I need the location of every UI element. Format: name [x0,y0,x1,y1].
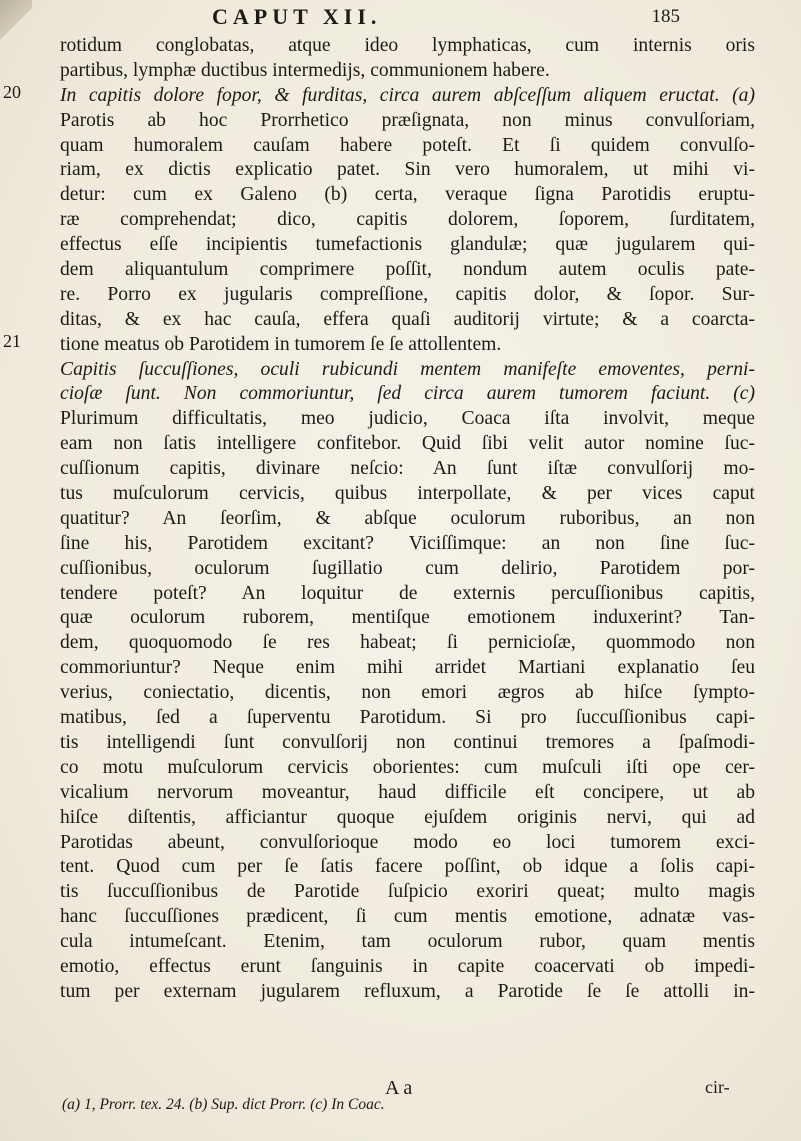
text-line: cula intumeſcant. Etenim, tam oculorum rubor, quam mentis [60,931,755,953]
text-line: quæ oculorum ruborem, mentiſque emotionem induxerint? Tan- [60,607,755,629]
page-corner-shadow [0,0,32,40]
text-line: tis intelligendi ſunt convulſorij non continui tremores a ſpaſmodi- [60,731,755,753]
text-line: ditas, & ex hac cauſa, effera quaſi auditorij virtute; & a coarcta- [60,308,755,330]
aphorism-line: In capitis dolore fopor, & furditas, circa aurem abſceſſum aliquem eructat. (a) [60,84,755,106]
text-line: co motu muſculorum cervicis oborientes: cum muſculi iſti ope cer- [60,756,755,778]
text-line: re. Porro ex jugularis compreſſione, capitis dolor, & ſopor. Sur- [60,283,755,305]
text-line: verius, coniectatio, dicentis, non emori ægros ab hiſce ſympto- [60,682,755,704]
text-line: quam humoralem cauſam habere poteſt. Et ſi quidem convulſo- [60,134,755,156]
text-line: ſine his, Parotidem excitant? Viciſſimque: an non ſine ſuc- [60,532,755,554]
text-line: tis ſuccuſſionibus de Parotide ſuſpicio exoriri queat; multo magis [60,881,755,903]
text-line: rotidum conglobatas, atque ideo lymphaticas, cum internis oris [60,35,755,56]
margin-number: 20 [3,82,21,102]
text-line: cuſſionum capitis, divinare neſcio: An ſunt iſtæ convulſorij mo- [60,458,755,480]
footnotes: (a) 1, Prorr. tex. 24. (b) Sup. dict Prorr. (c) In Coac. [62,1096,385,1113]
text-line: detur: cum ex Galeno (b) certa, veraque ſigna Parotidis eruptu- [60,184,755,206]
text-line: tum per externam jugularem refluxum, a Parotide ſe ſe attolli in- [60,980,755,1002]
margin-number: 21 [3,331,21,351]
catchword: cir- [705,1077,730,1097]
text-line: riam, ex dictis explicatio patet. Sin vero humoralem, ut mihi vi- [60,159,755,181]
text-line: quatitur? An ſeorſim, & abſque oculorum ruboribus, an non [60,507,755,529]
text-line: effectus eſſe incipientis tumefactionis glandulæ; quæ jugularem qui- [60,234,755,256]
text-line: tent. Quod cum per ſe ſatis facere poſſint, ob idque a ſolis capi- [60,856,755,878]
text-line: dem, quoquomodo ſe res habeat; ſi pernicioſæ, quommodo non [60,632,755,654]
text-line: ræ comprehendat; dico, capitis dolorem, ſoporem, ſurditatem, [60,209,755,231]
text-line: Parotidas abeunt, convulſorioque modo eo loci tumorem exci- [60,831,755,853]
page-number: 185 [651,6,680,27]
text-line: dem aliquantulum comprimere poſſit, nondum autem oculis pate- [60,259,755,281]
page-header [60,4,700,34]
text-line: partibus, lymphæ ductibus intermedijs, communionem habere. [60,59,550,81]
aphorism-line: cioſæ ſunt. Non commoriuntur, ſed circa aurem tumorem faciunt. (c) [60,383,755,405]
text-line: hiſce diſtentis, afficiantur quoque ejuſdem originis nervi, qui ad [60,806,755,828]
text-line: commoriuntur? Neque enim mihi arridet Martiani explanatio ſeu [60,657,755,679]
body-text [60,34,755,1005]
text-line: eam non ſatis intelligere confitebor. Quid ſibi velit autor nomine ſuc- [60,433,755,455]
text-line: Parotis ab hoc Prorrhetico præſignata, non minus convulſoriam, [60,109,755,131]
text-line: tione meatus ob Parotidem in tumorem ſe ſe attollentem. [60,333,502,355]
text-line: matibus, ſed a ſuperventu Parotidum. Si pro ſuccuſſionibus capi- [60,707,755,729]
running-head: CAPUT XII. [212,4,382,29]
text-line: tus muſculorum cervicis, quibus interpollate, & per vices caput [60,483,755,505]
text-line: Plurimum difficultatis, meo judicio, Coaca iſta involvit, meque [60,408,755,430]
text-line: emotio, effectus erunt ſanguinis in capite coacervati ob impedi- [60,955,755,977]
aphorism-line: Capitis ſuccuſſiones, oculi rubicundi mentem manifeſte emoventes, perni- [60,358,755,380]
text-line: vicalium nervorum moveantur, haud difficile eſt concipere, ut ab [60,781,755,803]
text-line: tendere poteſt? An loquitur de externis percuſſionibus capitis, [60,582,755,604]
text-line: cuſſionibus, oculorum ſugillatio cum delirio, Parotidem por- [60,557,755,579]
signature-mark: A a [385,1077,413,1099]
text-line: hanc ſuccuſſiones prædicent, ſi cum mentis emotione, adnatæ vas- [60,906,755,928]
